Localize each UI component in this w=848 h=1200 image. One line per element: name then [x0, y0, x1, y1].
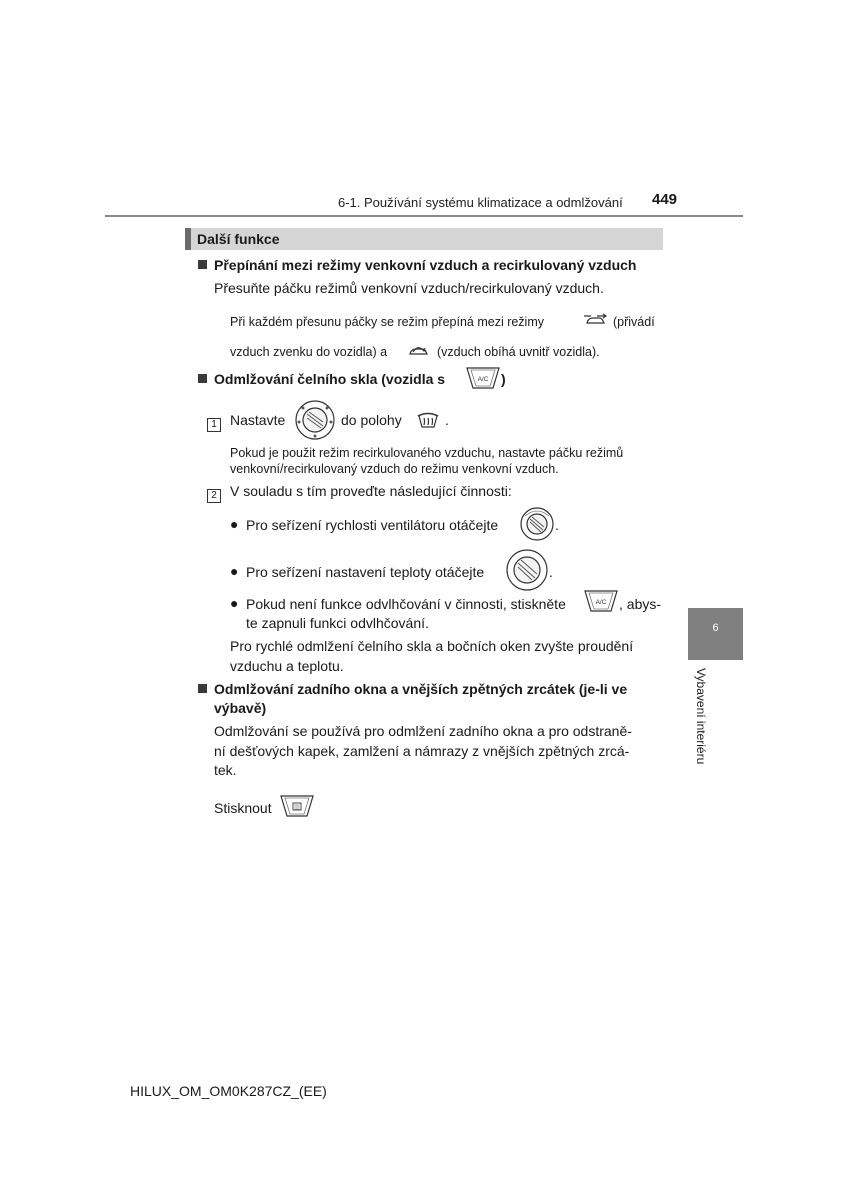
bullet-1-end: . [555, 517, 559, 533]
bullet-1-text: Pro seřízení rychlosti ventilátoru otáčejte [246, 517, 499, 533]
chapter-label: Vybavení interiéru [694, 668, 708, 765]
step-2-text: V souladu s tím proveďte následující činnosti: [230, 483, 512, 499]
outside-recirc-note-a: Při každém přesunu páčky se režim přepíná mezi režimy [230, 315, 545, 329]
heading-windshield-close: ) [501, 371, 506, 387]
ac-button-icon [466, 367, 500, 389]
section-title: Další funkce [197, 231, 280, 247]
header-divider [105, 215, 743, 217]
chapter-tab [688, 608, 743, 660]
bullet-3-dot: ● [230, 595, 239, 611]
mode-dial-icon [293, 400, 337, 440]
heading-outside-recirc-text: Přepínání mezi režimy venkovní vzduch a recirkulovaný vzduch [214, 257, 637, 273]
footer-document-code: HILUX_OM_OM0K287CZ_(EE) [130, 1083, 327, 1099]
step-1-text-b: do polohy [341, 412, 402, 428]
bullet-3-text-c: te zapnuli funkci odvlhčování. [246, 615, 429, 631]
bullet-2-end: . [549, 564, 553, 580]
rear-defogger-button-icon [280, 795, 314, 817]
step-1-text-c: . [445, 412, 449, 428]
step-1-text-a: Nastavte [230, 412, 286, 428]
heading-rear-window-line-2: výbavě) [214, 700, 267, 716]
bullet-3-text-a: Pokud není funkce odvlhčování v činnosti, stiskněte [246, 596, 566, 612]
step-1-number-box [207, 414, 221, 432]
recirculated-air-icon [407, 343, 431, 357]
bullet-3-text-b: , abys- [619, 596, 662, 612]
outside-recirc-note-b: (přivádí [613, 315, 655, 329]
square-bullet-icon [198, 260, 207, 269]
fan-speed-dial-icon [519, 507, 555, 541]
heading-rear-window-text: Odmlžování zadního okna a vnějších zpětných zrcátek (je-li ve [214, 681, 628, 697]
ac-button-text: A/C [595, 599, 607, 606]
quick-defog-line-2: vzduchu a teplotu. [230, 658, 344, 674]
section-title-bar [185, 228, 663, 250]
press-text: Stisknout [214, 800, 272, 816]
bullet-1-dot: ● [230, 516, 239, 532]
square-bullet-icon [198, 684, 207, 693]
rear-body-line-1: Odmlžování se používá pro odmlžení zadního okna a pro odstraně- [214, 723, 632, 739]
outside-recirc-note-d: (vzduch obíhá uvnitř vozidla). [437, 345, 600, 359]
step-1-note-line-2: venkovní/recirkulovaný vzduch do režimu venkovní vzduch. [230, 462, 559, 476]
heading-outside-recirc [198, 257, 636, 273]
bullet-2-text: Pro seřízení nastavení teploty otáčejte [246, 564, 485, 580]
rear-body-line-3: tek. [214, 762, 237, 778]
windshield-defrost-icon [416, 410, 440, 432]
chapter-number: 6 [712, 622, 719, 634]
step-1-note-line-1: Pokud je použit režim recirkulovaného vzduchu, nastavte páčku režimů [230, 446, 624, 460]
heading-rear-window [198, 681, 627, 697]
running-header-title: 6-1. Používání systému klimatizace a odmlžování [338, 195, 623, 210]
heading-windshield [198, 371, 445, 387]
outside-recirc-body: Přesuňte páčku režimů venkovní vzduch/recirkulovaný vzduch. [214, 280, 604, 296]
bullet-2-dot: ● [230, 563, 239, 579]
step-1-number: 1 [207, 418, 221, 432]
outside-air-icon [583, 313, 607, 327]
step-2-number-box [207, 485, 221, 503]
temperature-dial-icon [505, 548, 549, 592]
page-number: 449 [652, 191, 678, 208]
section-bar-accent [185, 228, 191, 250]
quick-defog-line-1: Pro rychlé odmlžení čelního skla a bočních oken zvyšte proudění [230, 638, 634, 654]
heading-windshield-text: Odmlžování čelního skla (vozidla s [214, 371, 446, 387]
ac-button-text: A/C [477, 376, 489, 383]
rear-body-line-2: ní dešťových kapek, zamlžení a námrazy z vnějších zpětných zrcá- [214, 743, 630, 759]
outside-recirc-note-c: vzduch zvenku do vozidla) a [230, 345, 388, 359]
step-2-number: 2 [207, 489, 221, 503]
square-bullet-icon [198, 374, 207, 383]
ac-button-icon [584, 590, 618, 612]
